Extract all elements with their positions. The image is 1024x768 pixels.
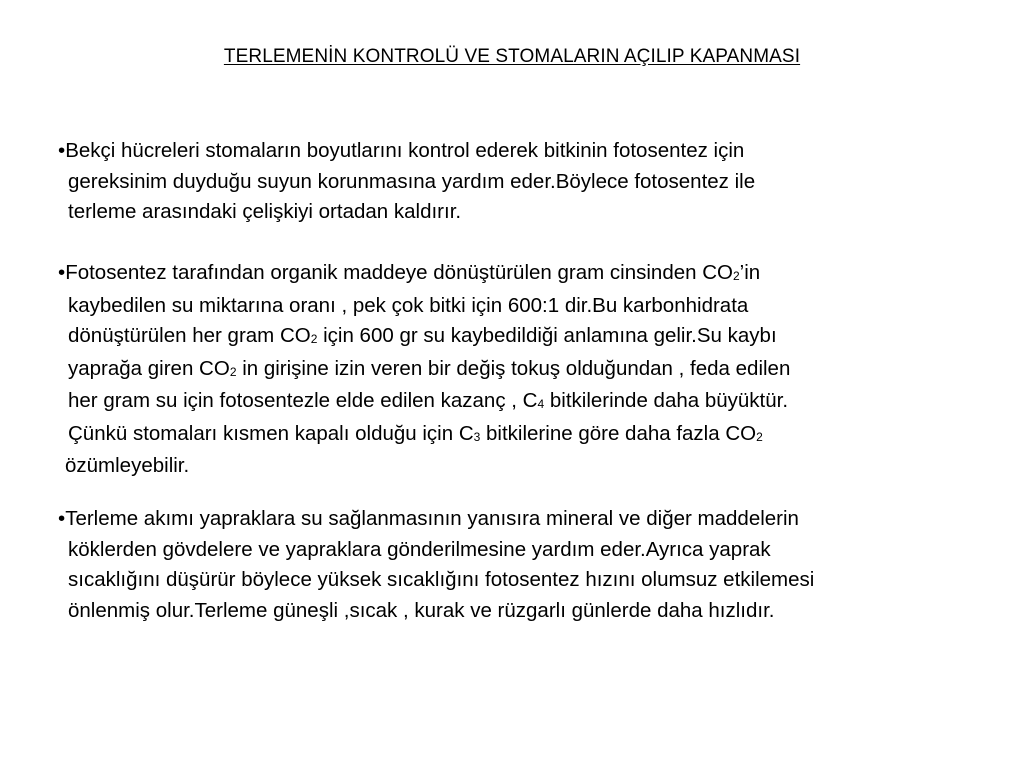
text: için 600 gr su kaybedildiği anlamına gelir.Su kaybı — [317, 324, 777, 347]
subscript: 2 — [310, 332, 318, 346]
text: bitkilerine göre daha fazla CO — [480, 421, 757, 445]
paragraph-line — [58, 258, 1018, 291]
paragraph-transpiration-stream — [58, 504, 1018, 626]
subscript: 4 — [537, 397, 545, 411]
paragraph-line: köklerden gövdelere ve yapraklara gönderilmesine yardım eder.Ayrıca yaprak — [68, 537, 771, 561]
bullet: • — [58, 139, 66, 162]
bullet: • — [58, 261, 66, 284]
subscript: 3 — [473, 429, 481, 444]
paragraph-line: sıcaklığını düşürür böylece yüksek sıcaklığını fotosentez hızını olumsuz etkilemesi — [68, 568, 815, 591]
paragraph-line: gereksinim duyduğu suyun korunmasına yardım eder.Böylece fotosentez ile — [68, 169, 756, 193]
slide-title: TERLEMENİN KONTROLÜ VE STOMALARIN AÇILIP KAPANMASI — [223, 46, 801, 67]
text: Bekçi hücreleri stomaların boyutlarını kontrol ederek bitkinin fotosentez için — [65, 139, 745, 162]
paragraph-photosynthesis-ratio — [58, 258, 1018, 482]
paragraph-line: önlenmiş olur.Terleme güneşli ,sıcak , kurak ve rüzgarlı günlerde daha hızlıdır. — [68, 598, 775, 622]
paragraph-line: terleme arasındaki çelişkiyi ortadan kaldırır. — [68, 200, 462, 223]
subscript: 2 — [732, 269, 740, 283]
paragraph-line: kaybedilen su miktarına oranı , pek çok bitki için 600:1 dir.Bu karbonhidrata — [68, 293, 749, 317]
text: Çünkü stomaları kısmen kapalı olduğu için C — [68, 421, 474, 445]
text: bitkilerinde daha büyüktür. — [544, 389, 789, 412]
paragraph-line — [58, 504, 1018, 535]
paragraph-line — [58, 386, 1018, 419]
paragraph-line: özümleyebilir. — [65, 454, 190, 477]
text: in girişine izin veren bir değiş tokuş olduğundan , feda edilen — [236, 356, 791, 380]
paragraph-line — [58, 321, 1018, 354]
subscript: 2 — [756, 429, 763, 444]
paragraph-line — [58, 136, 1018, 167]
text: her gram su için fotosentezle elde edilen kazanç , C — [68, 389, 538, 412]
text: Terleme akımı yapraklara su sağlanmasının yanısıra mineral ve diğer maddelerin — [65, 507, 799, 530]
paragraph-line — [58, 419, 1018, 452]
paragraph-guard-cells — [58, 136, 1018, 228]
paragraph-line — [58, 354, 1018, 387]
text: yaprağa giren CO — [68, 356, 230, 380]
text: Fotosentez tarafından organik maddeye dönüştürülen gram cinsinden CO — [65, 261, 733, 284]
text: ’in — [739, 261, 761, 284]
text: dönüştürülen her gram CO — [68, 324, 311, 347]
bullet: • — [58, 507, 66, 530]
subscript: 2 — [229, 364, 237, 379]
